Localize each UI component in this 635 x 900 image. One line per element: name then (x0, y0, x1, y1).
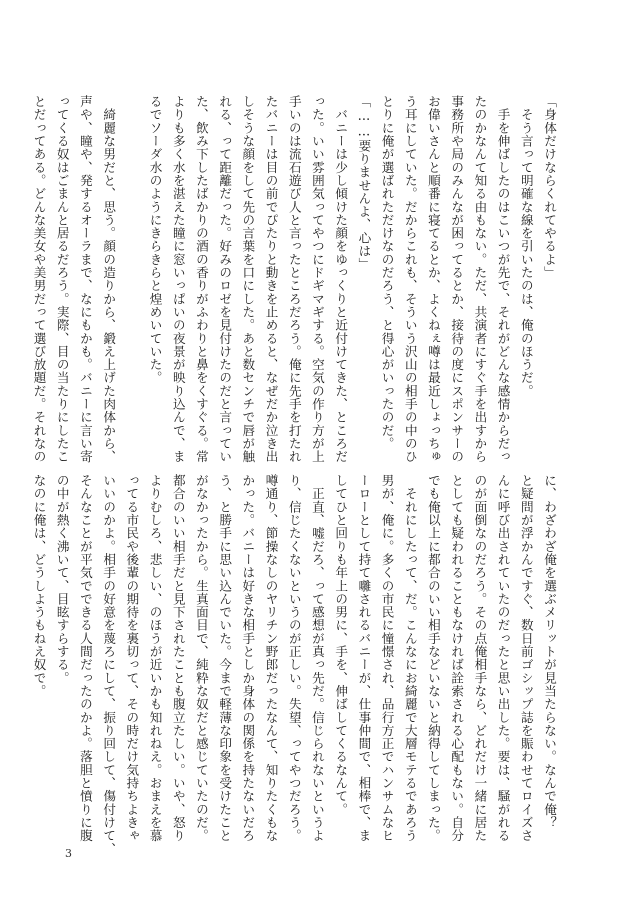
text-line: そんなことが平気でできる人間だったのかよ。落胆と憤りに腹 (77, 474, 93, 843)
text-line: かった。バニーは好きな相手としか身体の関係を持たないだろ (240, 474, 256, 843)
text-line: た、飲み下したばかりの酒の香りがふわりと鼻をくすぐる。常 (193, 95, 209, 464)
text-line: 手いのは流石遊び人と言ったところだろう。俺に先手を打たれ (286, 95, 302, 464)
text-line: してひと回りも年上の男に、手を、伸ばしてくるなんて。 (333, 474, 349, 816)
text-line: 噂通り、節操なしのヤリチン野郎だったなんて、知りたくもな (263, 474, 279, 843)
text-line: 声や、瞳や、発するオーラまで、なにもかも。バニーに言い寄 (77, 95, 93, 464)
text-line: 正直、嘘だろ、って感想が真っ先だ。信じられないというよ (309, 474, 325, 843)
text-line: 事務所や局のみんなが困ってるとか、接待の度にスポンサーの (449, 95, 465, 464)
text-line (120, 95, 143, 445)
text-line: 「身体だけならくれてやるよ」 (542, 95, 557, 280)
text-line: そう言って明確な線を引いたのは、俺のほうだ。 (518, 95, 534, 398)
text-line: 綺麗な男だと、思う。顔の造りから、鍛え上げた肉体から、 (101, 95, 117, 464)
text-line: るでソーダ水のようにきらきらと煌めいていた。 (147, 95, 163, 385)
text-line: り、信じたくないというのが正しい。失望、ってやつだろう。 (286, 474, 302, 843)
text-line: 男が、俺に。多くの市民に憧憬され、品行方正でハンサムなヒ (379, 474, 395, 843)
text-line: ーローとして持て囃されるバニーが、仕事仲間で、相棒で、ま (356, 474, 372, 843)
page-number: 3 (65, 847, 72, 860)
text-line: お偉いさんと順番に寝てるとか、よくねぇ噂は最近しょっちゅ (425, 95, 441, 464)
text-line: たのかなんて知る由もない。ただ、共演者にすぐ手を出すから (472, 95, 488, 464)
text-line: に、わざわざ俺を選ぶメリットが見当たらない。なんで俺？ (542, 474, 557, 830)
top-text-block (31, 95, 561, 464)
text-line: ってくる奴はごまんと居るだろう。実際、目の当たりにしたこ (54, 95, 70, 464)
text-line: 「……要りませんよ、心は」 (356, 95, 372, 271)
text-line: でも俺以上に都合のいい相手などいないと納得してしまった。 (425, 474, 441, 843)
text-line: う、と勝手に思い込んでいた。今まで軽薄な印象を受けたこと (217, 474, 233, 843)
text-line: それにしたって、だ。こんなにお綺麗で大層モテるであろう (402, 474, 418, 843)
text-line: う耳にしていた。だからこれも、そういう沢山の相手の中のひ (402, 95, 418, 464)
text-line: がなかったから。生真面目で、純粋な奴だと感じていたのだ。 (193, 474, 209, 843)
text-line: よりも多く水を湛えた瞳に窓いっぱいの夜景が映り込んで、ま (170, 95, 186, 464)
text-line: とだってある。どんな美女や美男だって選び放題だ。それなの (31, 95, 47, 464)
text-line: れる、って距離だった。好みのロゼを見付けたのだと言ってい (217, 95, 233, 464)
text-line: しそうな顔をして先の言葉を口にした。あと数センチで唇が触 (240, 95, 256, 464)
text-line: よりむしろ、悲しい、のほうが近いかも知れねえ。おまえを慕 (147, 474, 163, 843)
text-line: バニーは少し傾けた顔をゆっくりと近付けてきた、ところだ (333, 95, 349, 464)
text-line: いいのかよ。相手の好意を蔑ろにして、振り回して、傷付けて、 (101, 474, 117, 856)
text-line: 都合のいい相手だと見下されたことも腹立たしい。いや、怒り (170, 474, 186, 843)
text-line: とりに俺が選ばれただけなのだろう、と得心がいったのだ。 (379, 95, 395, 451)
text-line: のが面倒なのだろう。その点俺相手なら、どれだけ一緒に居た (472, 474, 488, 843)
text-line: なのに俺は、どうしようもねえ奴で。 (31, 474, 47, 698)
text-line: の中が熱く沸いて、目眩すらする。 (54, 474, 70, 685)
text-line: ってる市民や後輩の期待を裏切って、その時だけ気持ちよきゃ (124, 474, 140, 843)
text-line: 手を伸ばしたのはこいつが先で、それがどんな感情からだっ (495, 95, 511, 464)
bottom-text-block (31, 474, 561, 856)
text-line: たバニーは目の前でぴたりと動きを止めると、なぜだか泣き出 (263, 95, 279, 464)
text-line: としても疑われることもなければ詮索される心配もない。自分 (449, 474, 465, 843)
text-line: んに呼び出されていたのだったと思い出した。要は、騒がれる (495, 474, 511, 843)
text-line: と疑問が浮かんですぐ、数日前ゴシップ誌を賑わせてロイズさ (518, 474, 534, 843)
text-line: った。いい雰囲気ってやつにドギマギする。空気の作り方が上 (309, 95, 325, 464)
